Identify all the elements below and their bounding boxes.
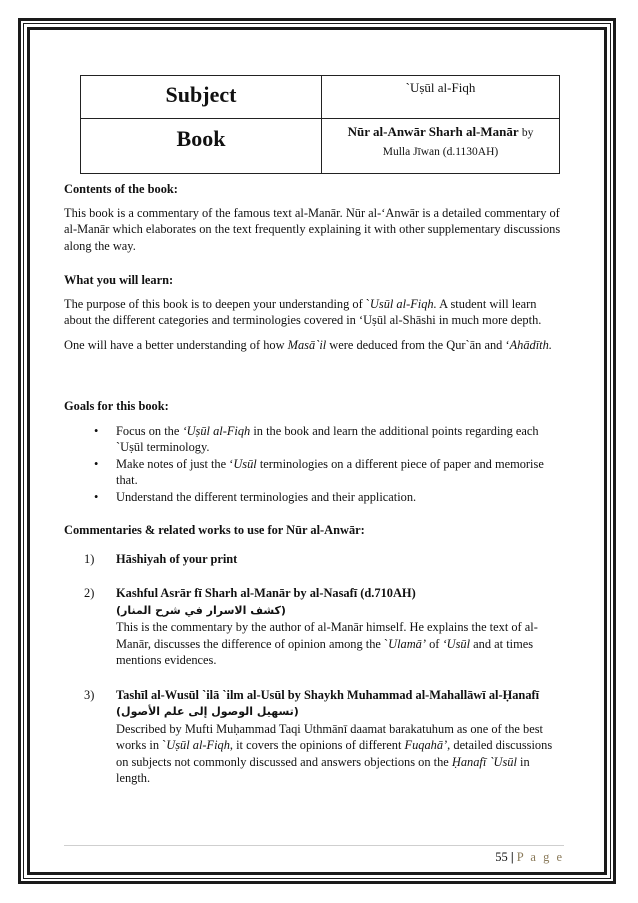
work-desc	[116, 620, 538, 667]
goal-1-text-end: in the book and learn the additional points regarding each `Uṣūl terminology.	[116, 423, 539, 454]
works-list	[64, 551, 564, 787]
work-desc-text: Described by Mufti Muḥammad Taqi Uthmānī daamat barakatuhum as one of the best works in `	[116, 721, 543, 752]
work-item	[64, 551, 564, 568]
goal-1-text: Focus on the	[116, 423, 183, 438]
work-desc-text: , detailed discussions on subjects not commonly discussed and answers objections on the	[116, 738, 553, 769]
learn-heading: What you will learn:	[64, 273, 174, 287]
works-heading: Commentaries & related works to use for Nūr al-Anwār:	[64, 523, 365, 537]
page-number: 55	[495, 850, 508, 864]
learn-p2-italic: Masā`il	[287, 337, 327, 352]
work-desc-text: and at times mentions evidences.	[116, 636, 534, 667]
bullet-icon: •	[94, 489, 99, 504]
book-by: by	[521, 127, 534, 139]
work-arabic-title: (كشف الاسرار في شرح المنار)	[116, 603, 286, 617]
work-desc-italic: Ulamā’	[388, 636, 426, 651]
footer-divider	[64, 845, 564, 846]
work-number: 3)	[84, 687, 95, 702]
learn-paragraph-1	[64, 296, 564, 329]
bullet-icon: •	[94, 423, 99, 438]
book-row	[81, 119, 560, 174]
work-title: Hāshiyah of your print	[116, 551, 238, 566]
book-info-table	[80, 75, 560, 174]
work-item	[64, 687, 564, 787]
work-title: Tashīl al-Wusūl `ilā `ilm al-Usūl by Shaykh Muhammad al-Mahallāwī al-Ḥanafī	[116, 687, 540, 702]
book-value	[322, 119, 560, 174]
learn-p2-text-mid: were deduced from the Qur`ān and ‘	[326, 337, 510, 352]
contents-heading: Contents of the book:	[64, 182, 178, 196]
learn-p1-text-end: A student will learn about the different categories and terminologies covered in ‘Uṣūl al-Shāshi in much more depth.	[64, 296, 542, 327]
goal-3-text: Understand the different terminologies and their application.	[116, 489, 417, 504]
goals-heading: Goals for this book:	[64, 399, 169, 413]
book-title: Nūr al-Anwār Sharh al-Manār	[347, 124, 519, 139]
goal-item	[64, 456, 564, 489]
work-desc-italic: Ḥanafī `Usūl	[451, 754, 517, 769]
book-author: Mulla Jīwan (d.1130AH)	[382, 146, 499, 158]
work-desc-text: This is the commentary by the author of al-Manār himself. He explains the text of al-Manār, discusses the difference of opinion among the `	[116, 620, 538, 651]
book-label: Book	[81, 119, 322, 174]
goals-list	[64, 423, 564, 506]
subject-value: `Uṣūl al-Fiqh	[322, 76, 560, 119]
work-desc-text: of	[426, 636, 443, 651]
learn-p2-text: One will have a better understanding of how	[64, 337, 288, 352]
learn-p2-italic-end: Ahādīth.	[509, 337, 552, 352]
goal-1-italic: ‘Uṣūl al-Fiqh	[182, 423, 251, 438]
goal-item	[64, 423, 564, 456]
goal-2-italic: Usūl	[233, 456, 257, 471]
subject-label: Subject	[81, 76, 322, 119]
work-desc-italic: Uṣūl al-Fiqh	[166, 738, 230, 752]
work-number: 1)	[84, 551, 95, 566]
work-desc-italic: Fuqahā’	[404, 738, 448, 752]
footer-separator: |	[510, 850, 514, 864]
goal-2-text-end: terminologies on a different piece of paper and memorise that.	[116, 456, 544, 487]
work-desc-italic: ‘Usūl	[442, 636, 471, 651]
learn-paragraph-2	[64, 337, 564, 354]
page-word: P a g e	[516, 850, 564, 864]
goals-section	[64, 398, 564, 505]
works-section	[64, 522, 564, 787]
work-title: Kashful Asrār fī Sharh al-Manār by al-Nasafī (d.710AH)	[116, 586, 416, 600]
learn-p1-text: The purpose of this book is to deepen your understanding of `	[64, 296, 370, 311]
contents-section	[64, 181, 564, 254]
bullet-icon: •	[94, 456, 99, 471]
work-item	[64, 585, 564, 669]
goal-2-text: Make notes of just the ‘	[116, 456, 234, 471]
learn-section	[64, 272, 564, 353]
work-number: 2)	[84, 586, 95, 600]
work-arabic-title: (تسهيل الوصول إلى علم الأصول)	[116, 705, 299, 718]
subject-row	[81, 76, 560, 119]
page-footer	[300, 850, 564, 865]
work-desc	[116, 722, 552, 786]
contents-text: This book is a commentary of the famous text al-Manār. Nūr al-‘Anwār is a detailed commentary of al-Manār which elaborates on the text frequently explaining it with other supplementary discussions along the way.	[64, 205, 561, 253]
learn-p1-italic: Usūl al-Fiqh.	[369, 296, 437, 311]
goal-item	[64, 489, 564, 506]
work-desc-text: in length.	[116, 754, 530, 785]
work-desc-text: , it covers the opinions of different	[229, 738, 405, 752]
